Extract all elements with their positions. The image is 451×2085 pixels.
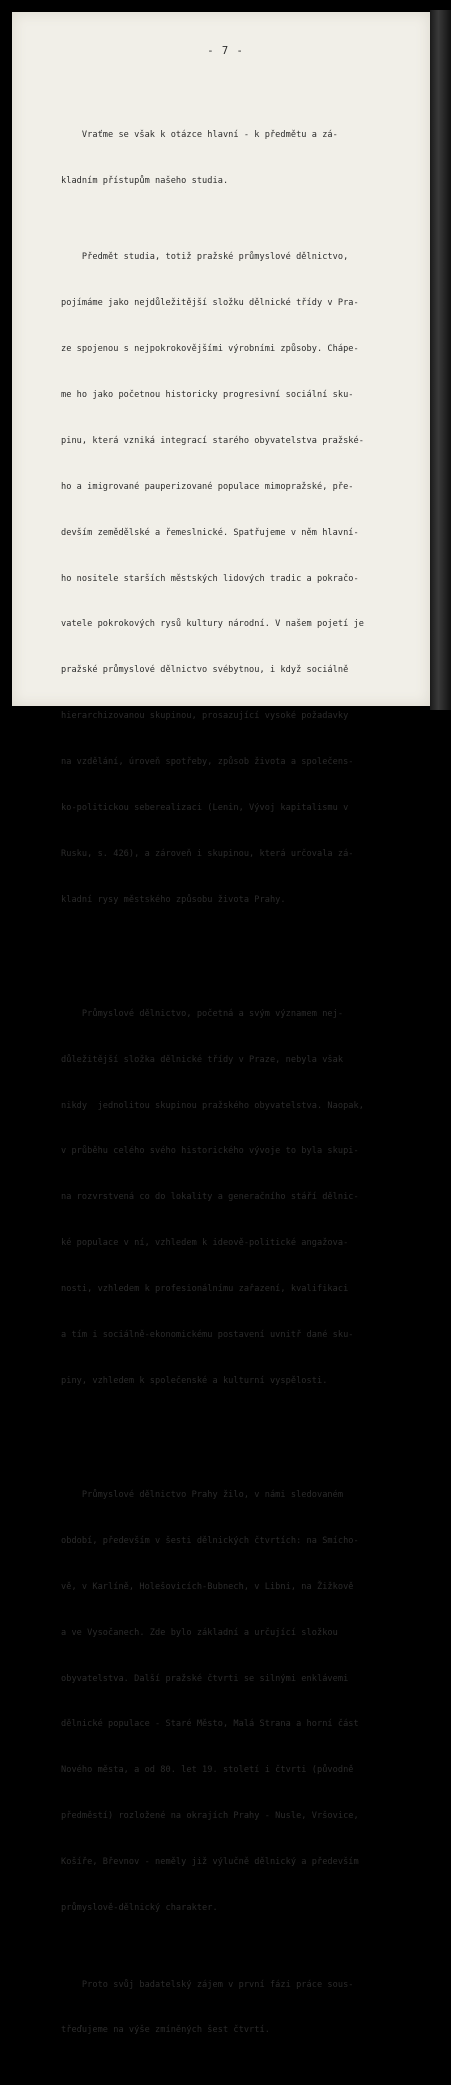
- text-line: Průmyslové dělnictvo Prahy žilo, v námi sledovaném: [61, 1490, 344, 1501]
- text-line: piny, vzhledem k společenské a kulturní vyspělosti.: [61, 1375, 328, 1386]
- text-line: období, především v šesti dělnických čtvrtích: na Smícho-: [61, 1535, 359, 1546]
- text-line: důležitější složka dělnické třídy v Praze, nebyla však: [61, 1054, 344, 1065]
- text-line: předměstí) rozložené na okrajích Prahy - Nusle, Vršovice,: [61, 1811, 359, 1822]
- text-line: Proto svůj badatelský zájem v první fázi práce sous-: [61, 1979, 354, 1990]
- paragraph-gap: [61, 1435, 411, 1442]
- text-line: ho nositele starších městských lidových tradic a pokračo-: [61, 573, 359, 584]
- text-line: hierarchizovanou skupinou, prosazující vysoké požadavky: [61, 711, 349, 722]
- text-line: vě, v Karlíně, Holešovicích-Bubnech, v Libni, na Žižkově: [61, 1581, 354, 1592]
- text-line: Rusku, s. 426), a zároveň i skupinou, která určovala zá-: [61, 848, 354, 859]
- text-line: pojímáme jako nejdůležitější složku dělnické třídy v Pra-: [61, 298, 359, 309]
- body-text: [61, 82, 411, 2085]
- text-line: Předmět studia, totiž pražské průmyslové dělnictvo,: [61, 252, 349, 263]
- text-line: Nového města, a od 80. let 19. století i čtvrti (původně: [61, 1765, 354, 1776]
- text-line: ze spojenou s nejpokrokovějšími výrobními způsoby. Chápe-: [61, 344, 359, 355]
- paragraph-3: [61, 994, 411, 1417]
- text-line: v průběhu celého svého historického vývoje to byla skupi-: [61, 1146, 359, 1157]
- text-line: na vzdělání, úroveň spotřeby, způsob života a společens-: [61, 757, 354, 768]
- text-line: kladním přístupům našeho studia.: [61, 175, 229, 186]
- text-line: Vraťme se však k otázce hlavní - k předmětu a zá-: [61, 129, 338, 140]
- text-line: Průmyslové dělnictvo, početná a svým významem nej-: [61, 1008, 344, 1019]
- binding-edge: [430, 10, 451, 710]
- text-line: me ho jako početnou historicky progresivní sociální sku-: [61, 389, 354, 400]
- text-line: ko-politickou seberealizaci (Lenin, Vývoj kapitalismu v: [61, 802, 349, 813]
- text-line: třeďujeme na výše zmíněných šest čtvrtí.: [61, 2025, 270, 2036]
- text-line: a ve Vysočanech. Zde bylo základní a určující složkou: [61, 1627, 338, 1638]
- paragraph-gap: [61, 954, 411, 961]
- text-line: nikdy jednolitou skupinou pražského obyvatelstva. Naopak,: [61, 1100, 364, 1111]
- paragraph-4: [61, 1475, 411, 1944]
- text-line: ho a imigrované pauperizované populace mimopražské, pře-: [61, 481, 354, 492]
- paragraph-2: [61, 237, 411, 935]
- text-line: devším zemědělské a řemeslnické. Spatřujeme v něm hlavní-: [61, 527, 359, 538]
- page-number: - 7 -: [207, 45, 244, 57]
- text-line: a tím i sociálně-ekonomickému postavení uvnitř dané sku-: [61, 1330, 354, 1341]
- text-line: pinu, která vzniká integrací starého obyvatelstva pražské-: [61, 435, 364, 446]
- text-line: Košíře, Břevnov - neměly již výlučně dělnický a především: [61, 1857, 359, 1868]
- text-line: na rozvrstvená co do lokality a generačního stáří dělnic-: [61, 1192, 359, 1203]
- text-line: pražské průmyslové dělnictvo svébytnou, i když sociálně: [61, 665, 349, 676]
- text-line: vatele pokrokových rysů kultury národní. V našem pojetí je: [61, 619, 364, 630]
- paragraph-5: [61, 1964, 411, 2066]
- text-line: kladní rysy městského způsobu života Prahy.: [61, 894, 286, 905]
- text-line: dělnické populace - Staré Město, Malá Strana a horní část: [61, 1719, 359, 1730]
- text-line: nosti, vzhledem k profesionálnímu zařazení, kvalifikaci: [61, 1284, 349, 1295]
- paragraph-1: [61, 115, 411, 217]
- text-line: ké populace v ní, vzhledem k ideově-politické angažova-: [61, 1238, 349, 1249]
- text-line: průmyslově-dělnický charakter.: [61, 1903, 218, 1914]
- text-line: obyvatelstva. Další pražské čtvrti se silnými enklávemi: [61, 1673, 349, 1684]
